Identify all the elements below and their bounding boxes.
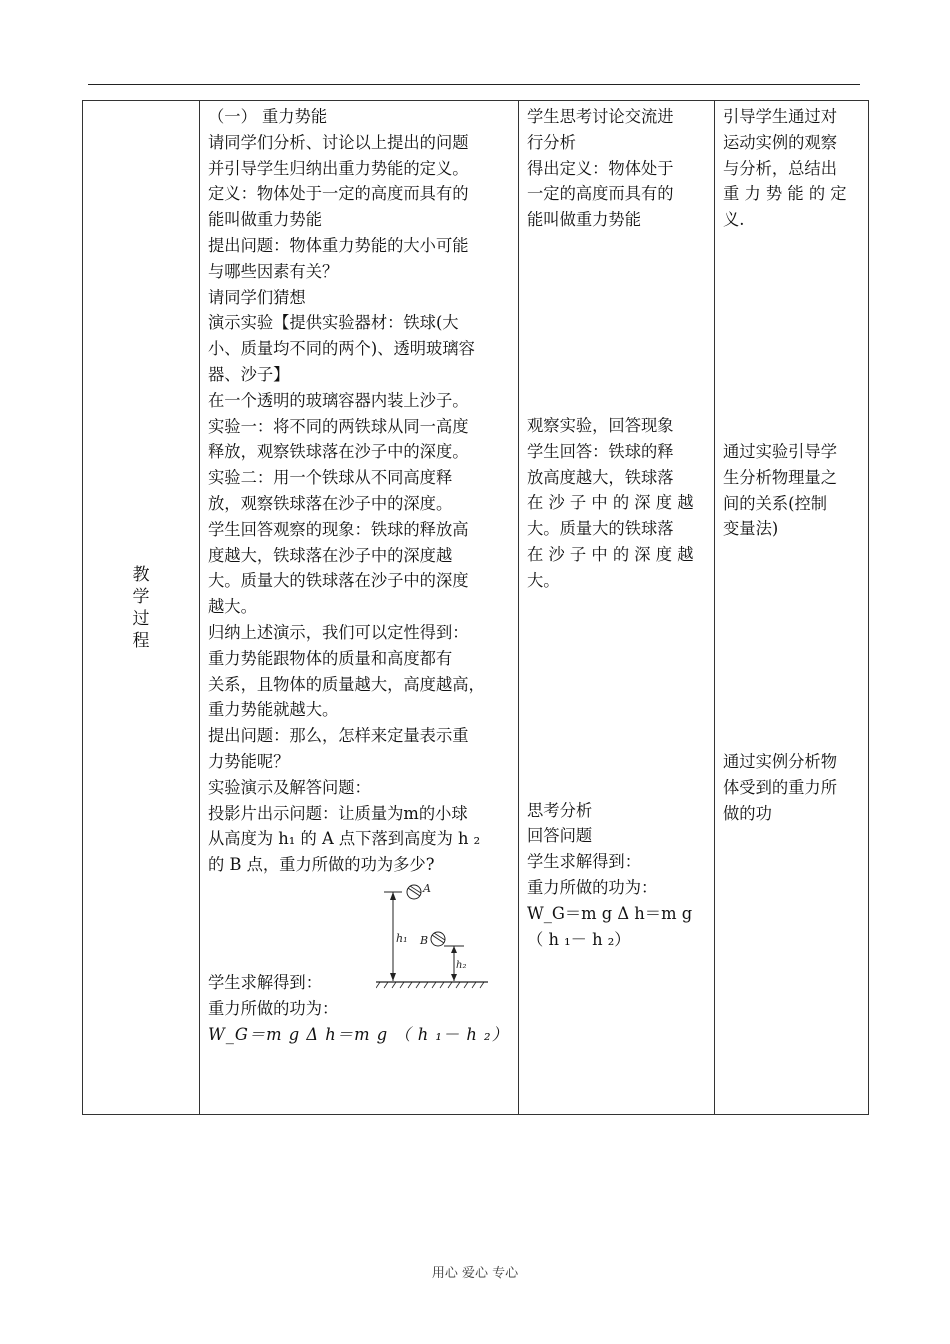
text-line: 能叫做重力势能 (208, 210, 322, 230)
text-line: 提出问题：物体重力势能的大小可能 (208, 235, 469, 255)
text-line: （ h ₁－ h ₂） (527, 929, 631, 949)
text-line: 体受到的重力所 (723, 777, 837, 797)
text-line: 演示实验【提供实验器材：铁球(大 (208, 313, 459, 333)
text-line: 度越大，铁球落在沙子中的深度越 (208, 545, 453, 565)
text-line: 通过实验引导学 (723, 441, 837, 461)
text-line: 重 力 势 能 的 定 (723, 184, 847, 204)
text-line: 重力势能就越大。 (208, 700, 339, 720)
text-line: 在一个透明的玻璃容器内装上沙子。 (208, 390, 469, 410)
text-line: 学生思考讨论交流进 (527, 107, 674, 126)
text-line: 间的关系(控制 (723, 493, 828, 513)
stage-label: 教学过程 (132, 564, 150, 651)
header-rule (88, 84, 860, 85)
text-line: 引导学生通过对 (723, 107, 837, 126)
text-line: 大。 (527, 570, 560, 590)
text-line: 释放，观察铁球落在沙子中的深度。 (208, 442, 469, 462)
falling-ball-diagram (208, 884, 514, 994)
page-footer: 用心 爱心 专心 (431, 1266, 519, 1281)
point-b-label: B (420, 933, 429, 947)
text-line: 越大。 (208, 597, 257, 617)
text-line: 在 沙 子 中 的 深 度 越 (527, 544, 694, 564)
text-line: 学生求解得到： (208, 972, 322, 992)
text-line: 观察实验，回答现象 (527, 415, 674, 435)
text-line: 通过实例分析物 (723, 752, 837, 772)
teacher-activity-cell (200, 101, 519, 1115)
text-line: 做的功 (723, 803, 772, 823)
text-line: 重力所做的功为： (208, 998, 339, 1018)
purpose-text-block (723, 749, 864, 826)
text-line: （一） 重力势能 (208, 107, 328, 126)
design-purpose-cell (715, 101, 869, 1115)
text-line: 投影片出示问题：让质量为m的小球 (208, 803, 468, 823)
text-line: 回答问题 (527, 826, 593, 846)
text-line: 得出定义：物体处于 (527, 158, 674, 178)
text-line: 学生回答：铁球的释 (527, 441, 674, 461)
text-line: 放，观察铁球落在沙子中的深度。 (208, 493, 453, 513)
teacher-text-block (208, 104, 514, 878)
text-line: 学生求解得到： (527, 852, 641, 872)
text-line: 从高度为 h₁ 的 A 点下落到高度为 h ₂ (208, 829, 481, 849)
text-line: 提出问题：那么，怎样来定量表示重 (208, 726, 469, 746)
text-line: 实验二：用一个铁球从不同高度释 (208, 468, 453, 488)
text-line: 一定的高度而具有的 (527, 184, 674, 204)
text-line: 义. (723, 210, 745, 230)
text-line: 定义：物体处于一定的高度而具有的 (208, 184, 469, 204)
purpose-text-block (723, 104, 864, 233)
text-line: 大。质量大的铁球落 (527, 519, 674, 539)
text-line: 能叫做重力势能 (527, 210, 641, 230)
text-line: 变量法) (723, 519, 779, 539)
text-line: 行分析 (527, 132, 576, 152)
stage-cell (83, 101, 200, 1115)
text-line: 重力所做的功为： (527, 877, 658, 897)
text-line: 生分析物理量之 (723, 467, 837, 487)
table-row (83, 101, 869, 1115)
text-line: 与分析，总结出 (723, 158, 837, 178)
h1-label: h₁ (396, 931, 408, 945)
student-text-block (527, 104, 710, 233)
text-line: W_G＝m g Δ h＝m g (527, 903, 693, 923)
text-line: 实验演示及解答问题： (208, 777, 371, 797)
text-line: 请同学们分析、讨论以上提出的问题 (208, 132, 469, 152)
text-line: 运动实例的观察 (723, 132, 837, 152)
text-line: 归纳上述演示，我们可以定性得到： (208, 622, 469, 642)
text-line: 并引导学生归纳出重力势能的定义。 (208, 158, 469, 178)
purpose-text-block (723, 439, 864, 542)
student-text-block (527, 413, 710, 594)
lesson-plan-table (82, 100, 869, 1115)
text-line: 小、质量均不同的两个)、透明玻璃容 (208, 339, 475, 359)
h2-label: h₂ (456, 959, 467, 971)
text-line: 放高度越大，铁球落 (527, 467, 674, 487)
text-line: 重力势能跟物体的质量和高度都有 (208, 648, 453, 668)
student-text-block (527, 798, 710, 953)
text-line: 大。质量大的铁球落在沙子中的深度 (208, 571, 469, 591)
text-line: 器、沙子】 (208, 364, 290, 384)
point-a-label: A (423, 883, 431, 895)
text-line: 实验一：将不同的两铁球从同一高度 (208, 416, 469, 436)
text-line: 关系，且物体的质量越大，高度越高， (208, 674, 485, 694)
text-line: 的 B 点，重力所做的功为多少? (208, 855, 435, 875)
student-activity-cell (519, 101, 715, 1115)
text-line: 学生回答观察的现象：铁球的释放高 (208, 519, 469, 539)
work-equation: W_G＝m g Δ h＝m g （ h ₁－ h ₂） (208, 1024, 509, 1044)
text-line: 请同学们猜想 (208, 287, 306, 307)
text-line: 力势能呢？ (208, 751, 290, 771)
text-line: 在 沙 子 中 的 深 度 越 (527, 493, 694, 513)
text-line: 思考分析 (527, 800, 593, 820)
text-line: 与哪些因素有关？ (208, 261, 339, 281)
